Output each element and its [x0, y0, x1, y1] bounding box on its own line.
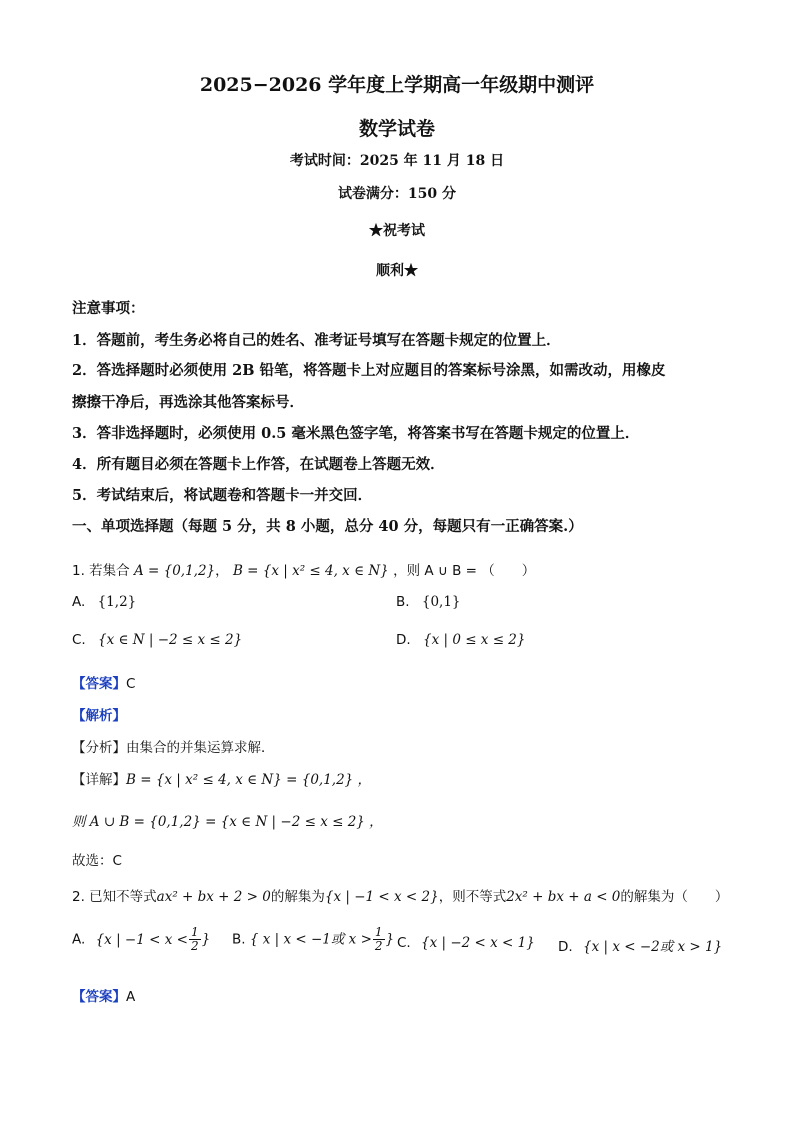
- q2-answer-value: A: [126, 989, 136, 1005]
- q1-then-line: [72, 810, 383, 830]
- q2-option-b-numerator: 1: [374, 925, 383, 939]
- q2-option-d: [558, 935, 722, 955]
- q2-prefix: 2. 已知不等式: [72, 889, 157, 905]
- question-2: [72, 885, 728, 905]
- notice-heading: 注意事项：: [72, 300, 145, 317]
- q1-answer: [72, 672, 135, 692]
- q1-suffix: ，则 A ∪ B = （ ）: [393, 563, 536, 579]
- q1-choose-text: 故选：C: [72, 853, 122, 869]
- q1-option-d-value: {x | 0 ≤ x ≤ 2}: [422, 632, 526, 648]
- q1-xiangjie: [72, 768, 371, 788]
- question-1: [72, 559, 535, 579]
- q2-option-c: [397, 935, 535, 951]
- q2-option-a-denominator: 2: [190, 939, 199, 953]
- q1-option-b: [396, 594, 461, 610]
- page-title: 2025−2026 学年度上学期高一年级期中测评: [199, 74, 595, 96]
- q2-ineq-2: 2x² + bx + a < 0: [506, 889, 621, 905]
- q1-option-b-value: {0,1}: [421, 594, 461, 610]
- q1-then-text: 则 A ∪ B = {0,1,2} = {x ∈ N | −2 ≤ x ≤ 2} ，: [72, 814, 383, 830]
- q1-option-a-value: {1,2}: [97, 594, 137, 610]
- q2-option-d-label: D.: [558, 939, 573, 955]
- q1-option-d-label: D.: [396, 632, 411, 648]
- q1-option-b-label: B.: [396, 594, 410, 610]
- q1-answer-value: C: [126, 676, 136, 692]
- notice-item-1: 1．答题前，考生务必将自己的姓名、准考证号填写在答题卡规定的位置上．: [72, 332, 561, 349]
- q1-xiangjie-text: B = {x | x² ≤ 4, x ∈ N} = {0,1,2} ，: [126, 772, 372, 788]
- q1-answer-tag: 【答案】: [72, 676, 126, 692]
- q2-answer-tag: 【答案】: [72, 989, 126, 1005]
- q2-option-b: [232, 926, 394, 953]
- notice-item-2-line-2: 擦擦干净后，再选涂其他答案标号．: [72, 394, 304, 411]
- q1-option-c-value: {x ∈ N | −2 ≤ x ≤ 2}: [98, 632, 243, 648]
- q1-option-c: [72, 632, 242, 648]
- q2-set-1: {x | −1 < x < 2}: [324, 889, 439, 905]
- q1-fenxi-tag: 【分析】: [72, 740, 126, 756]
- q2-mid-2: ，则不等式: [438, 889, 507, 905]
- q1-sep: ，: [215, 563, 229, 579]
- q1-option-a: [72, 594, 136, 610]
- q2-option-b-label: B.: [232, 931, 246, 948]
- q1-option-a-label: A.: [72, 594, 86, 610]
- q2-mid: 的解集为: [270, 889, 325, 905]
- notice-item-3: 3．答非选择题时，必须使用 0.5 毫米黑色签字笔，将答案书写在答题卡规定的位置上．: [72, 425, 640, 442]
- wish-line-2: 顺利★: [376, 263, 418, 279]
- q2-option-b-denominator: 2: [374, 939, 383, 953]
- subject-title: 数学试卷: [358, 118, 435, 140]
- q2-option-b-fraction: [373, 926, 385, 953]
- q2-option-d-value: {x | x < −2或 x > 1}: [582, 939, 723, 955]
- exam-time: 考试时间：2025 年 11 月 18 日: [289, 153, 505, 169]
- q2-option-b-post: }: [385, 931, 395, 948]
- q2-option-a-post: }: [201, 931, 211, 948]
- notice-item-2-line-1: 2．答选择题时必须使用 2B 铅笔，将答题卡上对应题目的答案标号涂黑，如需改动，用橡皮: [72, 362, 666, 379]
- q2-answer: [72, 985, 135, 1005]
- full-score: 试卷满分：150 分: [337, 186, 457, 202]
- section-heading: 一、单项选择题（每题 5 分，共 8 小题，总分 40 分，每题只有一正确答案.）: [72, 518, 583, 535]
- q2-option-a-label: A.: [72, 931, 86, 948]
- q2-option-c-value: {x | −2 < x < 1}: [421, 935, 535, 951]
- q1-xiangjie-tag: 【详解】: [72, 772, 126, 788]
- q1-set-a: A = {0,1,2}: [133, 563, 216, 579]
- q1-fenxi-text: 由集合的并集运算求解．: [126, 740, 275, 756]
- q1-option-d: [396, 632, 526, 648]
- q1-analysis: [72, 704, 126, 724]
- q2-option-b-pre: { x | x < −1或 x >: [249, 931, 372, 948]
- notice-item-5: 5．考试结束后，将试题卷和答题卡一并交回．: [72, 487, 373, 504]
- q1-analysis-tag: 【解析】: [72, 708, 126, 724]
- q2-ineq-1: ax² + bx + 2 > 0: [156, 889, 271, 905]
- q1-fenxi: [72, 736, 275, 756]
- q2-option-a: [72, 926, 210, 953]
- q1-option-c-label: C.: [72, 632, 86, 648]
- q2-option-a-pre: {x | −1 < x <: [95, 931, 188, 948]
- q2-suffix: 的解集为（ ）: [620, 889, 729, 905]
- q1-set-b: B = {x | x² ≤ 4, x ∈ N}: [232, 563, 389, 579]
- wish-line-1: ★祝考试: [369, 223, 425, 239]
- q2-option-a-numerator: 1: [190, 925, 199, 939]
- q2-option-a-fraction: [189, 926, 201, 953]
- q2-option-c-label: C.: [397, 935, 411, 951]
- notice-item-4: 4．所有题目必须在答题卡上作答，在试题卷上答题无效．: [72, 456, 445, 473]
- q1-prefix: 1. 若集合: [72, 563, 130, 579]
- q1-choose: [72, 849, 122, 869]
